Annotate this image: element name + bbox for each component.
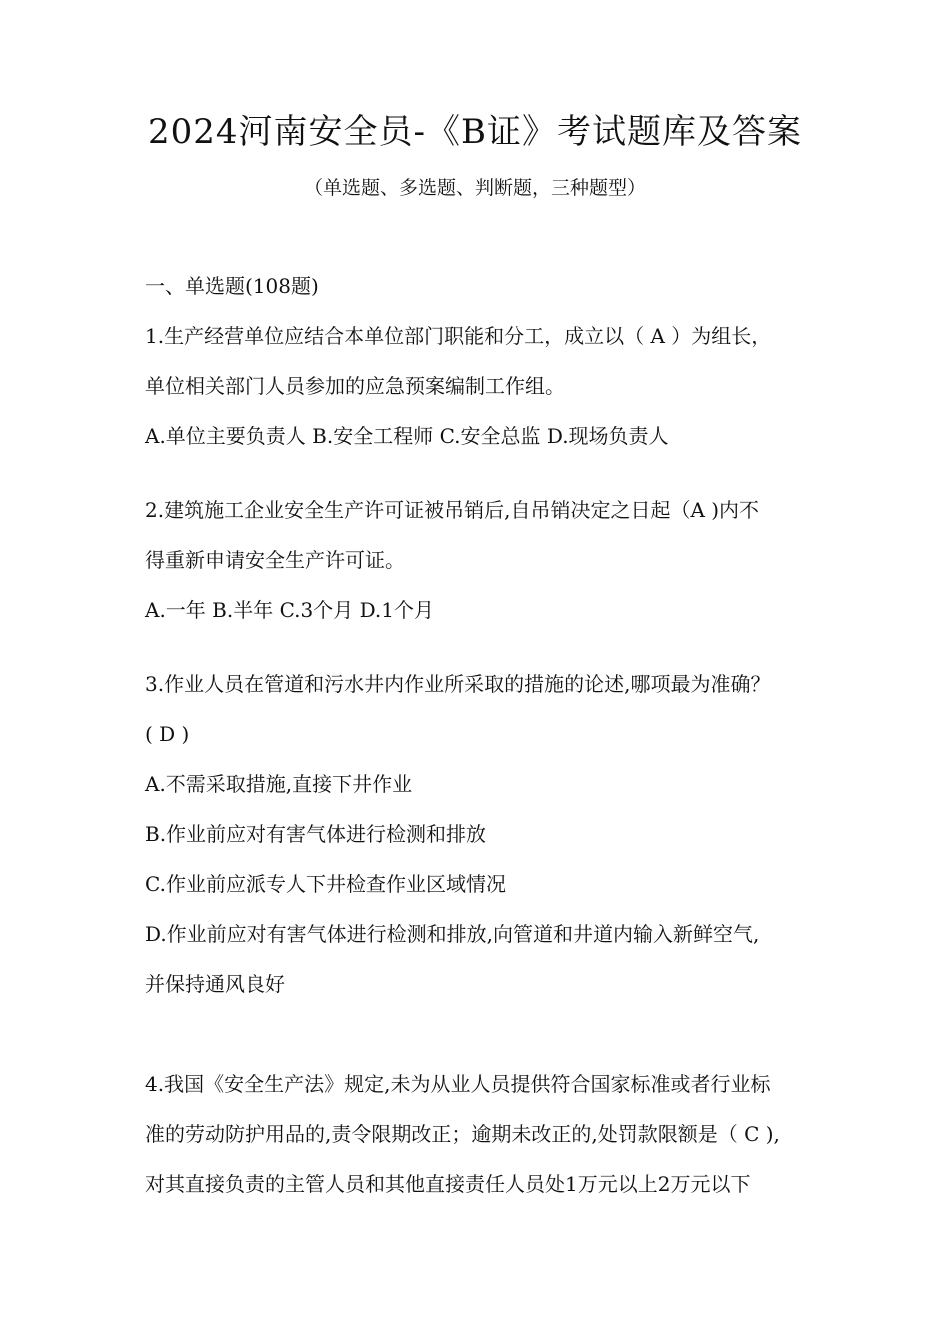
document-title: 2024河南安全员-《B证》考试题库及答案 [148, 112, 802, 152]
question-1-stem-line-2: 单位相关部门人员参加的应急预案编制工作组。 [145, 374, 565, 398]
question-2-stem-line-2: 得重新申请安全生产许可证。 [145, 548, 405, 572]
question-3-stem-line-1: 3.作业人员在管道和污水井内作业所采取的措施的论述,哪项最为准确？ [145, 672, 771, 696]
question-3-stem-line-2: ( D ) [145, 722, 190, 746]
question-4-stem-line-3: 对其直接负责的主管人员和其他直接责任人员处1万元以上2万元以下 [145, 1172, 751, 1196]
question-3-option-d-line-2: 并保持通风良好 [145, 972, 285, 996]
question-3-option-c: C.作业前应派专人下井检查作业区域情况 [145, 872, 506, 896]
question-1-stem-line-1: 1.生产经营单位应结合本单位部门职能和分工，成立以（ A ）为组长， [145, 324, 772, 348]
question-4-stem-line-1: 4.我国《安全生产法》规定,未为从业人员提供符合国家标准或者行业标 [145, 1072, 771, 1096]
question-4-stem-line-2: 准的劳动防护用品的,责令限期改正；逾期未改正的,处罚款限额是（ C ), [145, 1122, 780, 1146]
question-3-option-d-line-1: D.作业前应对有害气体进行检测和排放,向管道和井道内输入新鲜空气, [145, 922, 760, 946]
document-subtitle: （单选题、多选题、判断题，三种题型） [303, 177, 646, 199]
question-2-stem-line-1: 2.建筑施工企业安全生产许可证被吊销后,自吊销决定之日起（A )内不 [145, 498, 760, 522]
section-heading: 一、单选题(108题) [145, 274, 319, 298]
question-3-option-b: B.作业前应对有害气体进行检测和排放 [145, 822, 487, 846]
question-2-options: A.一年 B.半年 C.3个月 D.1个月 [145, 598, 435, 622]
question-3-option-a: A.不需采取措施,直接下井作业 [145, 772, 413, 796]
question-1-options: A.单位主要负责人 B.安全工程师 C.安全总监 D.现场负责人 [145, 424, 669, 448]
